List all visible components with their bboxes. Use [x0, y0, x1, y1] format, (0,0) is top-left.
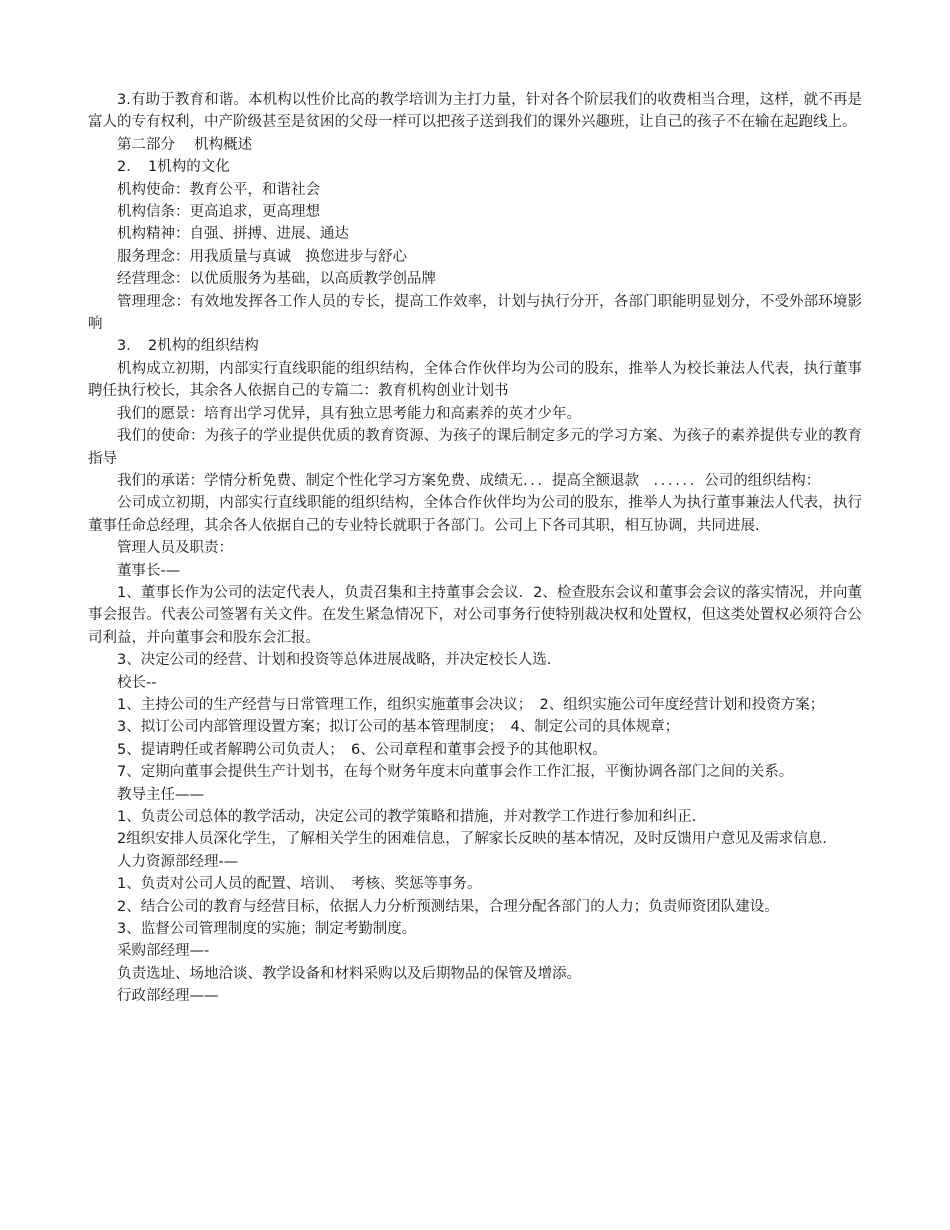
paragraph: 机构成立初期，内部实行直线职能的组织结构，全体合作伙伴均为公司的股东，推举人为校长兼法人代表，执行董事聘任执行校长，其余各人依据自己的专篇二：教育机构创业计划书 [88, 360, 862, 400]
paragraph: 机构精神：自强、拼搏、进展、通达 [117, 226, 349, 243]
paragraph: 机构信条：更高追求，更高理想 [117, 204, 320, 221]
paragraph: 1、负责公司总体的教学活动，决定公司的教学策略和措施，并对教学工作进行参加和纠正. [117, 809, 697, 825]
paragraph: 1、主持公司的生产经营与日常管理工作，组织实施董事会决议； 2、组织实施公司年度经营计划和投资方案； [117, 696, 825, 713]
paragraph: 管理人员及职责： [117, 540, 233, 557]
subsection-heading: 2． 1机构的文化 [117, 159, 230, 176]
paragraph: 1、负责对公司人员的配置、培训、 考核、奖惩等事务。 [117, 876, 482, 893]
paragraph: 我们的承诺：学情分析免费、制定个性化学习方案免费、成绩无．．．提高全额退款 ．．．．．．公司的组织结构： [117, 472, 821, 489]
paragraph: 负责选址、场地洽谈、教学设备和材料采购以及后期物品的保管及增添。 [117, 965, 581, 982]
paragraph: 3.有助于教育和谐。本机构以性价比高的教学培训为主打力量，针对各个阶层我们的收费相当合理，这样，就不再是富人的专有权利，中产阶级甚至是贫困的父母一样可以把孩子送到我们的课外兴趣班，让自己的孩子不在输在起跑线上。 [88, 92, 862, 131]
paragraph: 机构使命：教育公平，和谐社会 [117, 181, 320, 198]
paragraph: 服务理念：用我质量与真诚 换您进步与舒心 [117, 248, 407, 265]
role-heading: 行政部经理—— [117, 988, 219, 1005]
paragraph: 2组织安排人员深化学生，了解相关学生的困难信息，了解家长反映的基本情况，及时反馈用户意见及需求信息. [117, 831, 827, 848]
paragraph: 5、提请聘任或者解聘公司负责人； 6、公司章程和董事会授予的其他职权。 [117, 741, 607, 758]
paragraph: 7、定期向董事会提供生产计划书，在每个财务年度末向董事会作工作汇报，平衡协调各部门之间的关系。 [117, 764, 794, 781]
role-heading: 校长-- [117, 674, 157, 691]
paragraph: 3、决定公司的经营、计划和投资等总体进展战略，并决定校长人选. [117, 652, 552, 669]
paragraph: 我们的使命：为孩子的学业提供优质的教育资源、为孩子的课后制定多元的学习方案、为孩子的素养提供专业的教育指导 [88, 428, 862, 467]
paragraph: 2、结合公司的教育与经营目标，依据人力分析预测结果，合理分配各部门的人力；负责师资团队建设。 [117, 898, 779, 915]
role-heading: 人力资源部经理-— [117, 853, 239, 870]
subsection-heading: 3． 2机构的组织结构 [117, 338, 259, 355]
section-heading: 第二部分 机构概述 [117, 136, 253, 153]
document-body [88, 89, 862, 1008]
paragraph: 3、拟订公司内部管理设置方案；拟订公司的基本管理制度； 4、制定公司的具体规章； [117, 719, 680, 736]
paragraph: 公司成立初期，内部实行直线职能的组织结构，全体合作伙伴均为公司的股东，推举人为执行董事兼法人代表，执行董事任命总经理，其余各人依据自己的专业特长就职于各部门。公司上下各司其职，相互协调，共同进展. [88, 495, 862, 534]
paragraph: 管理理念：有效地发挥各工作人员的专长，提高工作效率，计划与执行分开，各部门职能明显划分，不受外部环境影响 [88, 293, 862, 333]
role-heading: 教导主任—— [117, 786, 204, 803]
paragraph: 1、董事长作为公司的法定代表人，负责召集和主持董事会会议．2、检查股东会议和董事会会议的落实情况，并向董事会报告。代表公司签署有关文件。在发生紧急情况下，对公司事务行使特别裁决权和处置权，但这类处置权必须符合公司利益，并向董事会和股东会汇报。 [88, 584, 862, 646]
paragraph: 3、监督公司管理制度的实施；制定考勤制度。 [117, 921, 417, 938]
paragraph: 经营理念：以优质服务为基础，以高质教学创品牌 [117, 271, 436, 288]
role-heading: 董事长-— [117, 562, 181, 579]
role-heading: 采购部经理—- [117, 943, 210, 960]
paragraph: 我们的愿景：培育出学习优异，具有独立思考能力和高素养的英才少年。 [117, 405, 581, 422]
